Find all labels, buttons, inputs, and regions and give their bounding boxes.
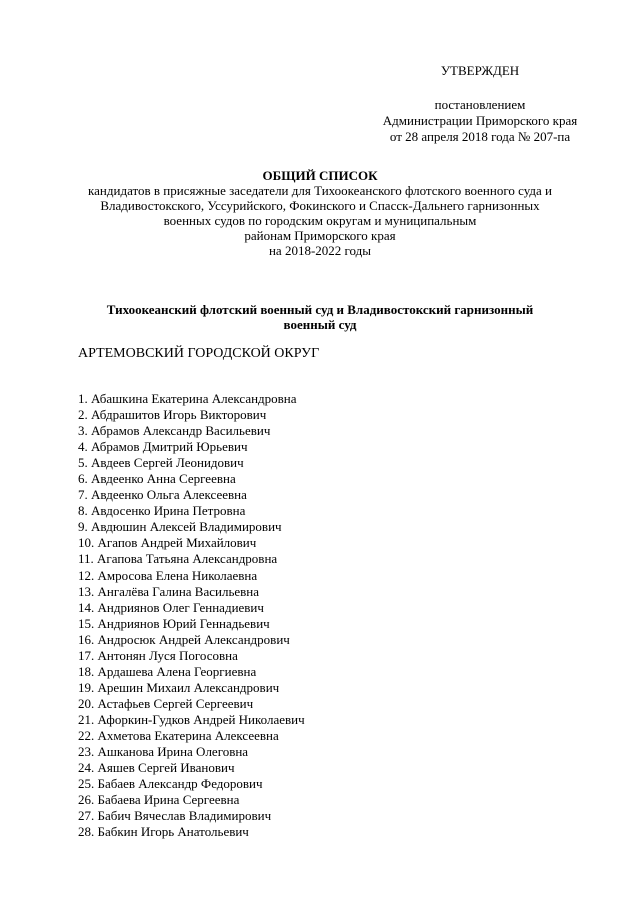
list-item: 21. Афоркин-Гудков Андрей Николаевич [78, 711, 305, 727]
document-title: ОБЩИЙ СПИСОК [262, 168, 378, 183]
list-item: 18. Ардашева Алена Георгиевна [78, 663, 257, 679]
approval-line-administration: Администрации Приморского края [382, 113, 578, 128]
heading-line: военных судов по городским округам и муниципальным [163, 213, 477, 228]
list-item: 14. Андриянов Олег Геннадиевич [78, 599, 264, 615]
list-item: 2. Абдрашитов Игорь Викторович [78, 407, 267, 423]
list-item: 5. Авдеев Сергей Леонидович [78, 455, 244, 471]
list-item: 11. Агапова Татьяна Александровна [78, 551, 278, 567]
approval-line-date: от 28 апреля 2018 года № 207-па [389, 129, 571, 144]
court-heading-line: Тихоокеанский флотский военный суд и Владивостокский гарнизонный [106, 302, 534, 317]
list-item: 7. Авдеенко Ольга Алексеевна [78, 487, 247, 503]
approval-title: УТВЕРЖДЕН [440, 63, 520, 78]
list-item: 28. Бабкин Игорь Анатольевич [78, 824, 249, 840]
court-heading [60, 302, 580, 332]
list-item: 27. Бабич Вячеслав Владимирович [78, 808, 272, 824]
list-item: 24. Аяшев Сергей Иванович [78, 760, 235, 776]
list-item: 25. Бабаев Александр Федорович [78, 776, 263, 792]
list-item: 15. Андриянов Юрий Геннадьевич [78, 615, 270, 631]
list-item: 13. Ангалёва Галина Васильевна [78, 583, 260, 599]
approval-line-resolution: постановлением [434, 97, 526, 112]
list-item: 26. Бабаева Ирина Сергеевна [78, 792, 240, 808]
list-item: 23. Ашканова Ирина Олеговна [78, 744, 249, 760]
list-item: 20. Астафьев Сергей Сергеевич [78, 695, 254, 711]
heading-line: районам Приморского края [244, 228, 396, 243]
list-item: 9. Авдюшин Алексей Владимирович [78, 519, 282, 535]
document-heading [40, 168, 600, 258]
court-heading-line: военный суд [283, 317, 357, 332]
candidate-list [78, 391, 305, 840]
heading-line: Владивостокского, Уссурийского, Фокинского и Спасск-Дальнего гарнизонных [100, 198, 540, 213]
list-item: 19. Арешин Михаил Александрович [78, 679, 280, 695]
heading-line: на 2018-2022 годы [268, 243, 372, 258]
approval-block [360, 97, 600, 145]
list-item: 22. Ахметова Екатерина Алексеевна [78, 727, 279, 743]
district-heading: АРТЕМОВСКИЙ ГОРОДСКОЙ ОКРУГ [78, 346, 320, 361]
list-item: 10. Агапов Андрей Михайлович [78, 535, 257, 551]
list-item: 17. Антонян Луся Погосовна [78, 647, 238, 663]
list-item: 1. Абашкина Екатерина Александровна [78, 391, 297, 406]
list-item: 8. Авдосенко Ирина Петровна [78, 503, 246, 519]
list-item: 3. Абрамов Александр Васильевич [78, 423, 271, 439]
list-item: 12. Амросова Елена Николаевна [78, 567, 258, 583]
list-item: 4. Абрамов Дмитрий Юрьевич [78, 439, 248, 455]
list-item: 16. Андросюк Андрей Александрович [78, 631, 290, 647]
list-item: 6. Авдеенко Анна Сергеевна [78, 471, 236, 487]
heading-line: кандидатов в присяжные заседатели для Тихоокеанского флотского военного суда и [88, 183, 552, 198]
